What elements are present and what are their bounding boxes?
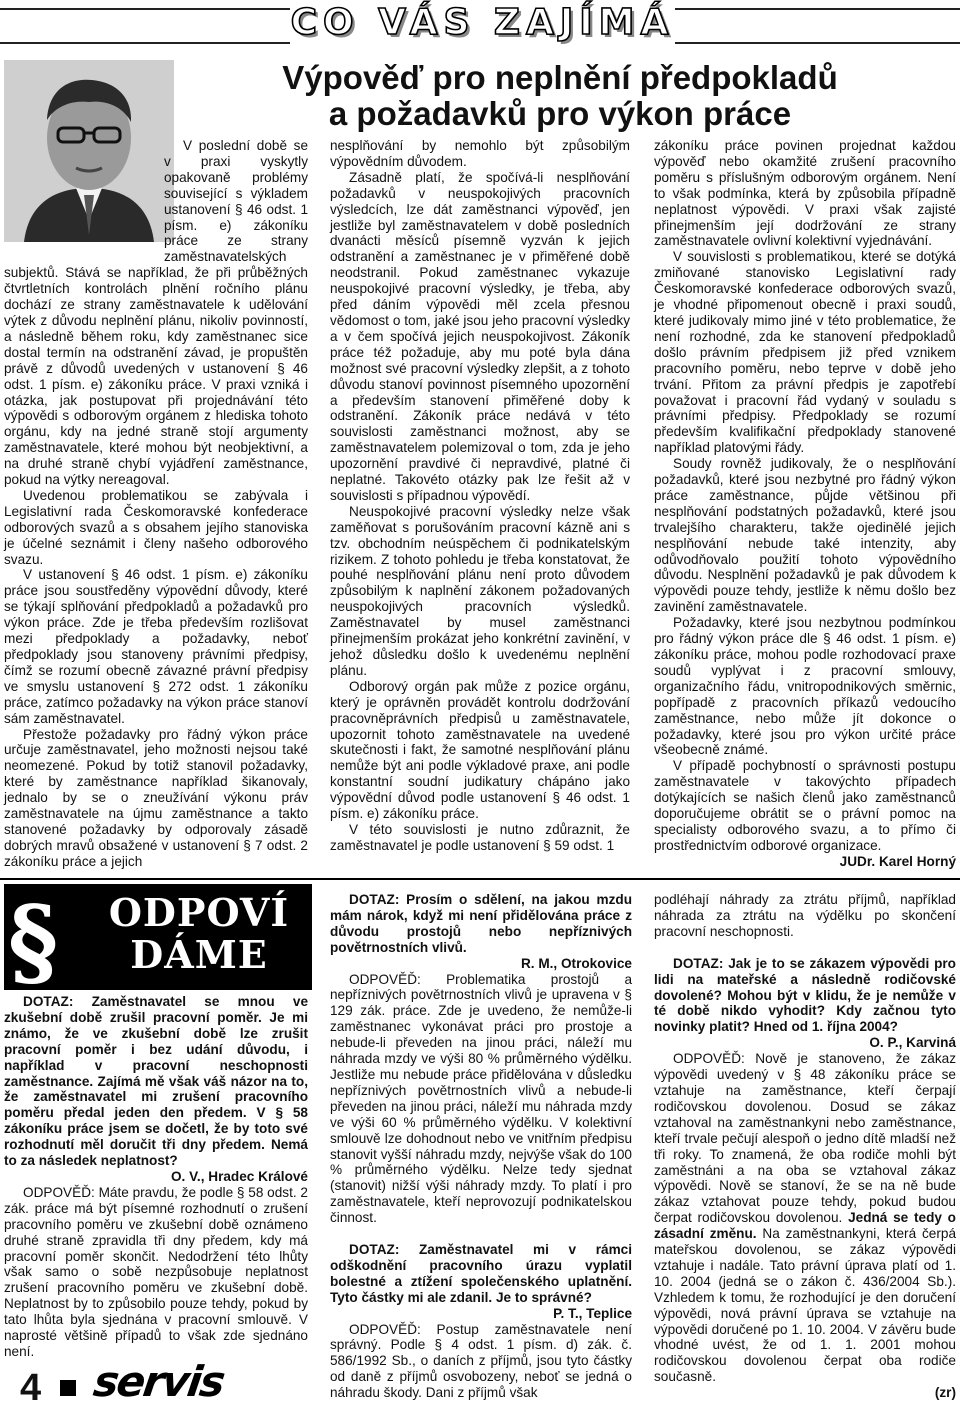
article-paragraph: Odborový orgán pak může z pozice orgánu, který je oprávněn provádět kontrolu dodržování pracovněprávních předpisů u zaměstnavatele, upozornit tohoto zaměstnavatele na uvedené skutečnosti i fakt, že samotné nesplňování plánu nemůže být ani podle výkladové praxe, ani podle konstantní soudní judikatury chápáno jako výpovědní důvod podle ustanovení § 46 odst. 1 písm. e) zákoníku práce. bbox=[330, 678, 630, 822]
answers-column-2 bbox=[330, 892, 632, 1416]
question-signature: O. V., Hradec Králové bbox=[170, 1168, 308, 1184]
magazine-logo: servis bbox=[90, 1357, 227, 1406]
article-paragraph: V této souvislosti je nutno zdůraznit, že zaměstnavatel je podle ustanovení § 59 odst. 1 bbox=[330, 821, 630, 853]
article-column-1 bbox=[4, 138, 308, 873]
article-paragraph: zákoníku práce povinen projednat každou výpověď nebo okamžité zrušení pracovního poměru s příslušným odborovým orgánem. Není to však podmínka, která by způsobila případně neplatnost výpovědi. V praxi však zajisté přinejmenším její dodržování ze strany zaměstnavatele ovlivní kolektivní vyjednávání. bbox=[654, 138, 956, 249]
question-signature: P. T., Teplice bbox=[553, 1305, 632, 1321]
answers-column-1 bbox=[4, 994, 308, 1359]
article-column-2 bbox=[330, 138, 630, 873]
article-paragraph: Neuspokojivé pracovní výsledky nelze však zaměňovat s porušováním pracovní kázně ani s tzv. obchodním neúspěchem či podnikatelským rizikem. Z tohoto pohledu je třeba konstatovat, že pouhé nesplňování plánu není proto důvodem způsobilým k naplnění zákonem požadovaných neuspokojivých pracovních výsledků. Zaměstnavatel by musel zaměstnanci přinejmenším prokázat jeho konkrétní zavinění, v jehož důsledku došlo k uvedenému neplnění plánu. bbox=[330, 503, 630, 678]
question-text: DOTAZ: Prosím o sdělení, na jakou mzdu mám nárok, když mi není přidělována práce z důvodu prostojů nebo nepříznivých povětrnostních vlivů. bbox=[330, 892, 632, 955]
page-number: 4 bbox=[20, 1367, 42, 1409]
article-paragraph: V případě pochybností o správnosti postupu zaměstnavatele v takovýchto případech dotýkajících se našich členů jako zaměstnanců doporučujeme obrátit se o právní pomoc na specialisty odborového svazu, a to přímo či prostřednictvím odborové organizace. bbox=[654, 758, 956, 853]
badge-line-2: DÁME bbox=[130, 932, 268, 977]
headline-line-2: a požadavků pro výkon práce bbox=[328, 95, 792, 132]
question-text: DOTAZ: Jak je to se zákazem výpovědi pro lidi na mateřské a následně rodičovské dovolené? Mohou být v klidu, že je nemůže v té době nikdo vyhodit? Kdy začnou tyto novinky platit? Hned od 1. října 2004? bbox=[654, 955, 956, 1035]
answer-text-b: Na zaměstnankyni, která čerpá mateřskou dovolenou, se zákaz výpovědi vztahuje i nadále. Tato právní úprava platí od 1. 10. 2004 (jedná se o zákon č. 436/2004 Sb.). Vzhledem k tomu, že rozhodující je den doručení výpovědi, nová právní úprava se vztahuje na výpovědi doručené po 1. 10. 2004. V závěru bude vhodné uvést, že od 1. 1. 2001 mohou rodičovskou dovolenou čerpat oba rodiče současně. bbox=[654, 1226, 957, 1385]
question-text: DOTAZ: Zaměstnavatel se mnou ve zkušební době zrušil pracovní poměr. Je mi známo, že ve zkušební době lze zrušit pracovní poměr i bez udání důvodu, i například v pracovní neschopnosti zaměstnance. Zajímá mě však váš názor na to, že zaměstnavatel mi zrušení pracovního poměru předal jeden den předem. V § 58 zákoníku práce jsem se dočetl, že by toto své rozhodnutí měl doručit tři dny předem. Nemá to za následek neplatnost? bbox=[4, 994, 308, 1169]
question-signature: R. M., Otrokovice bbox=[520, 955, 632, 971]
headline-line-1: Výpověď pro neplnění předpokladů bbox=[282, 59, 838, 96]
article-paragraph: nesplňování by nemohlo být způsobilým výpovědním důvodem. bbox=[330, 138, 630, 169]
article-paragraph: Přestože požadavky pro řádný výkon práce určuje zaměstnavatel, jeho možnosti nejsou také neomezené. Pokud by totiž stanovil požadavky, které by zaměstnance například šikanovaly, jednalo by se o zneužívání výkonu práv zaměstnavatele na újmu zaměstnance a takto stanovené požadavky by odporovaly zásadě dobrých mravů obsažené v ustanovení § 7 odst. 2 zákoníku práce a jejich bbox=[4, 726, 308, 869]
article-paragraph: Soudy rovněž judikovaly, že o nesplňování požadavků, které jsou nezbytné pro řádný výkon práce zaměstnance, půjde většinou při nesplňování podstatných požadavků, které jsou trvalejšího charakteru, takže ojedinělé jejich nesplňování nebude také intenzity, aby odůvodňovalo použití tohoto výpovědního důvodu. Nesplnění požadavků je pak důvodem k výpovědi pouze tehdy, jestliže k němu došlo bez zavinění zaměstnavatele. bbox=[654, 456, 956, 615]
answer-text: ODPOVĚĎ: Postup zaměstnavatele není správný. Podle § 4 odst. 1 písm. d) zák. č. 586/1992 Sb., o daních z příjmů, jsou tyto částky od daně z příjmů osvobozeny, neboť se jedná o náhradu škody. Dani z příjmů však bbox=[330, 1321, 632, 1401]
answer-text-bold: Jedná se tedy o zásadní změnu. bbox=[654, 1210, 956, 1242]
article-paragraph: Uvedenou problematikou se zabývala i Legislativní rada Českomoravské konfederace odborových svazů a s obsahem jejího stanoviska je účelné seznámit i členy našeho odborového svazu. bbox=[4, 487, 308, 567]
article-paragraph: V souvislosti s problematikou, které se dotýká zmiňované stanovisko Legislativní rady Českomoravské konfederace odborových svazů, je vhodné připomenout obecně i praxi soudů, které judikovaly mimo jiné v této problematice, že není rozhodné, zda ke stanovení předpokladů došlo právním předpisem již před vznikem pracovního poměru, nebo teprve v době jeho trvání. Přitom za právní předpis je zapotřebí považovat i pracovní řád vydaný v souladu s právními předpisy. Předpoklady se rozumí především kvalifikační předpoklady stanovené například platovými řády. bbox=[654, 249, 956, 456]
article-paragraph: Zásadně platí, že spočívá-li nesplňování požadavků v neuspokojivých pracovních výsledcích, lze dát zaměstnanci výpověď, jen jestliže byl zaměstnavatelem v době posledních dvanácti měsíců písemně vyzván k jejich odstranění a zaměstnanec je v přiměřené době neodstranil. Pokud zaměstnanec vykazuje neuspokojivé pracovní výsledky, je třeba, aby před dáním výpovědi měl zcela přesnou vědomost o tom, jaké jsou jeho pracovní výsledky a v čem spočívá jejich neuspokojivost. Zákoník práce též požaduje, aby mu poté byla dána možnost své pracovní výsledky zlepšit, a z tohoto důvodu stanoví povinnost písemného upozornění a především stanovení přiměřené doby k odstranění. Zákoník práce nedává v této souvislosti zaměstnanci možnost, aby se zaměstnavatelem polemizoval o tom, zda je jeho upozornění pravdivé či nepravdivé, platné či neplatné. Takovéto otázky pak lze řešit až v souvislosti s případnou výpovědí. bbox=[330, 169, 630, 503]
section-divider bbox=[0, 878, 960, 880]
badge-line-1: ODPOVÍ bbox=[108, 890, 290, 935]
article-author: JUDr. Karel Horný bbox=[839, 853, 956, 869]
article-paragraph: V poslední době se v praxi vyskytly opakovaně problémy související s výkladem ustanovení § 46 odst. 1 písm. e) zákoníku práce ze strany zaměstnavatelských subjektů. Stává se například, že při průběžných čtvrtletních kontrolách plnění ročního plánu dochází ze strany zaměstnavatele k udělování výtek z důvodu neplnění plánu, nikoliv povinností, a následně během roku, kdy zaměstnanec sice dostal termín na odstranění závad, je propuštěn právě z důvodů uvedených v ustanovení § 46 odst. 1 písm. e) zákoníku práce. V praxi vzniká i otázka, jak postupovat při projednávání této výpovědi s odborovým orgánem z hlediska tohoto orgánu, kdy na jedné straně stojí argumenty zaměstnavatele, které mohou být neobjektivní, a na druhé straně chybí vyjádření zaměstnance, pokud na výtky nereagoval. bbox=[4, 138, 308, 488]
answer-text-a: ODPOVĚĎ: Nově je stanoveno, že zákaz výpovědi uvedený v § 48 zákoníku práce se vztahuje na zaměstnance, kteří čerpají rodičovskou dovolenou. Dosud se zákaz vztahoval na zaměstnankyni nebo zaměstnance, kteří trvale pečují alespoň o jedno dítě mladší než tři roky. To znamená, že oba rodiče mohli být zaměstnáni a na oba se vztahoval zákaz výpovědi. Nově se stanoví, že se na ně bude zákaz vztahovat pouze tehdy, pokud budou čerpat rodičovskou dovolenou. bbox=[654, 1051, 956, 1226]
answers-badge-title bbox=[92, 892, 306, 976]
paragraph-sign-icon: § bbox=[8, 885, 59, 998]
answer-text: podléhají náhrady za ztrátu příjmů, například náhrada za ztrátu na výdělku po skončení pracovní neschopnosti. bbox=[654, 892, 956, 939]
spacer bbox=[330, 1226, 632, 1242]
article-column-3 bbox=[654, 138, 956, 873]
square-bullet-icon bbox=[60, 1380, 76, 1396]
section-title: CO VÁS ZAJÍMÁ bbox=[290, 2, 675, 43]
editor-signature: (zr) bbox=[934, 1385, 956, 1401]
answer-text bbox=[654, 1051, 956, 1385]
article-paragraph: V ustanovení § 46 odst. 1 písm. e) zákoníku práce jsou soustředěny výpovědní důvody, které se týkají splňování předpokladů a požadavků pro výkon práce. Zde je třeba především rozlišovat mezi předpoklady a požadavky, neboť předpoklady jsou stanoveny právními předpisy, čímž se rozumí obecně závazné právní předpisy ve smyslu ustanovení § 272 odst. 1 zákoníku práce, zatímco požadavky na výkon práce stanoví sám zaměstnavatel. bbox=[4, 567, 308, 726]
answers-column-3 bbox=[654, 892, 956, 1416]
article-paragraph: Požadavky, které jsou nezbytnou podmínkou pro řádný výkon práce dle § 46 odst. 1 písm. e) zákoníku práce, mohou podle rozhodovací praxe soudů vyplývat i z pracovní smlouvy, organizačního řádu, vnitropodnikových směrnic, popřípadě z pracovních příkazů vedoucího zaměstnance, nebo může jít dokonce o požadavky, které jsou pro výkon určité práce všeobecně známé. bbox=[654, 615, 956, 758]
question-signature: O. P., Karviná bbox=[869, 1035, 956, 1051]
answer-text: ODPOVĚĎ: Máte pravdu, že podle § 58 odst. 2 zák. práce má být písemné rozhodnutí o zrušení pracovního poměru ve zkušební době oznámeno druhé straně zpravidla tři dny předem, kdy má pracovní poměr skončit. Nedodržení této lhůty však samo o sobě nezpůsobuje neplatnost zrušení pracovního poměru ve zkušební době. Neplatnost by to způsobilo pouze tehdy, pokud by tato lhůta byla sjednána v pracovní smlouvě. V naprosté většině případů to však zde sjednáno není. bbox=[4, 1184, 308, 1359]
answer-text: ODPOVĚĎ: Problematika prostojů a nepříznivých povětrnostních vlivů je upravena v § 129 zák. práce. Zde je uvedeno, že nemůže-li zaměstnanec vykonávat práci pro prostoje a nebude-li převeden na jinou práci, náleží mu náhrada mzdy ve výši 80 % průměrného výdělku. Jestliže mu nebude práce přidělována v důsledku nepříznivých povětrnostních vlivů a nebude-li převeden na jinou práci, náleží mu náhrada mzdy ve výši 60 % průměrného výdělku. V kolektivní smlouvě lze dohodnout nebo ve vnitřním předpisu stanovit vyšší náhradu mzdy, nejvýše však do 100 % průměrného výdělku. Nelze tedy sjednat (stanovit) nižší výši náhrady mzdy. To platí i pro zaměstnavatele, kteří neprovozují podnikatelskou činnost. bbox=[330, 971, 632, 1226]
spacer bbox=[654, 940, 956, 956]
question-text: DOTAZ: Zaměstnavatel mi v rámci odškodnění pracovního úrazu vyplatil bolestné a ztížení společenského uplatnění. Tyto částky mi ale zdanil. Je to správné? bbox=[330, 1242, 632, 1305]
photo-wrap-spacer bbox=[4, 138, 164, 256]
article-headline bbox=[230, 60, 890, 132]
